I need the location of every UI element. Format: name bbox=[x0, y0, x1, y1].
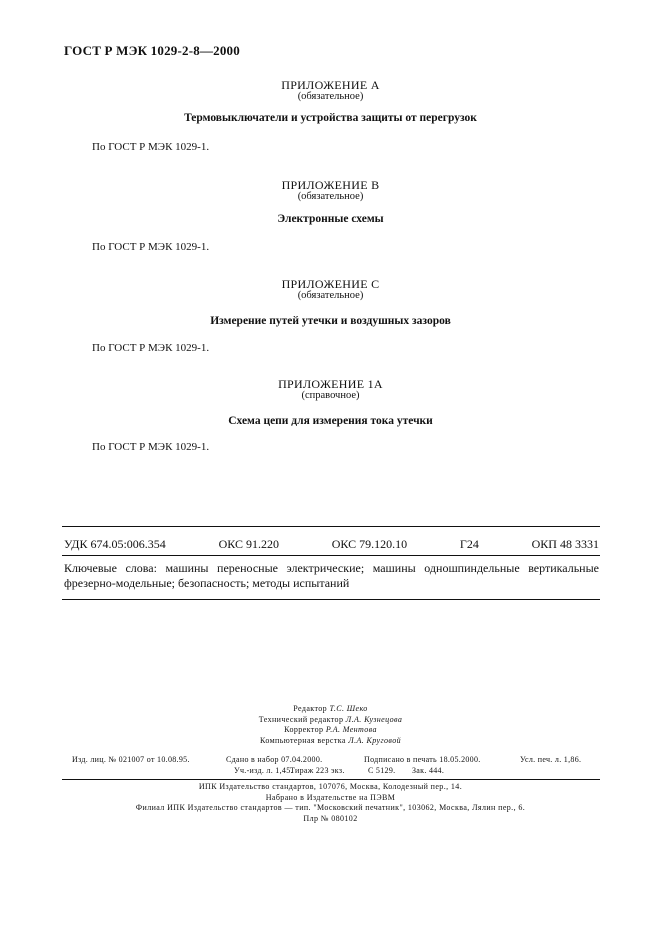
typeset-line: Набрано в Издательстве на ПЭВМ bbox=[265, 792, 396, 802]
order-number-2: Зак. 444. bbox=[412, 766, 445, 775]
classification-top-rule bbox=[62, 526, 600, 527]
oks-code-1: ОКС 91.220 bbox=[218, 537, 279, 551]
document-header: ГОСТ Р МЭК 1029-2-8—2000 bbox=[64, 43, 240, 58]
branch-line: Филиал ИПК Издательство стандартов — тип. "Московский печатник", 103062, Москва, Лялин пер., 6. bbox=[135, 803, 526, 812]
appendix-a-heading: Термовыключатели и устройства защиты от перегрузок bbox=[184, 112, 477, 124]
appendix-b-heading: Электронные схемы bbox=[277, 213, 384, 225]
appendix-b-title: ПРИЛОЖЕНИЕ В bbox=[281, 178, 380, 192]
appendix-b-status: (обязательное) bbox=[297, 191, 364, 202]
signed-date: Подписано в печать 18.05.2000. bbox=[364, 755, 481, 764]
license-info: Изд. лиц. № 021007 от 10.08.95. bbox=[72, 755, 190, 764]
corrector-line: Корректор Р.А. Ментова bbox=[284, 725, 377, 734]
appendix-1a-body: По ГОСТ Р МЭК 1029-1. bbox=[92, 441, 210, 453]
appendix-1a-title: ПРИЛОЖЕНИЕ 1А bbox=[278, 377, 383, 391]
appendix-a-status: (обязательное) bbox=[297, 91, 364, 102]
imprint-staff bbox=[0, 704, 661, 746]
order-number-1: С 5129. bbox=[368, 766, 396, 775]
imprint-publisher bbox=[0, 782, 661, 824]
okp-code: ОКП 48 3331 bbox=[531, 537, 599, 551]
group-code: Г24 bbox=[459, 537, 479, 551]
appendix-c-heading: Измерение путей утечки и воздушных зазоров bbox=[210, 315, 451, 327]
plr-line: Плр № 080102 bbox=[303, 813, 358, 823]
appendix-1a-heading: Схема цепи для измерения тока утечки bbox=[228, 415, 433, 427]
udk-code: УДК 674.05:006.354 bbox=[64, 537, 166, 551]
layout-line: Компьютерная верстка Л.А. Круговой bbox=[259, 735, 402, 745]
print-run: Тираж 223 экз. bbox=[290, 766, 345, 775]
tech-editor-line: Технический редактор Л.А. Кузнецова bbox=[258, 714, 403, 724]
pub-sheets: Уч.-изд. л. 1,45. bbox=[234, 766, 293, 775]
appendix-c-body: По ГОСТ Р МЭК 1029-1. bbox=[92, 342, 210, 354]
appendix-a-title: ПРИЛОЖЕНИЕ А bbox=[281, 78, 380, 92]
oks-code-2: ОКС 79.120.10 bbox=[331, 537, 408, 551]
classification-row bbox=[64, 537, 599, 552]
classification-middle-rule bbox=[62, 555, 600, 556]
appendix-1a-status: (справочное) bbox=[301, 390, 360, 401]
set-date: Сдано в набор 07.04.2000. bbox=[226, 755, 323, 764]
appendix-c-status: (обязательное) bbox=[297, 290, 364, 301]
publisher-line: ИПК Издательство стандартов, 107076, Москва, Колодезный пер., 14. bbox=[198, 782, 463, 791]
appendix-a-body: По ГОСТ Р МЭК 1029-1. bbox=[92, 141, 210, 153]
editor-line: Редактор Т.С. Шеко bbox=[293, 704, 368, 713]
keywords: Ключевые слова: машины переносные электрические; машины одношпиндельные вертикальные фрезерно-модельные; безопасность; методы испытаний bbox=[64, 561, 599, 590]
imprint-rule bbox=[62, 779, 600, 780]
classification-bottom-rule bbox=[62, 599, 600, 600]
appendix-c-title: ПРИЛОЖЕНИЕ С bbox=[281, 277, 380, 291]
print-sheets: Усл. печ. л. 1,86. bbox=[520, 755, 582, 764]
appendix-b-body: По ГОСТ Р МЭК 1029-1. bbox=[92, 241, 210, 253]
